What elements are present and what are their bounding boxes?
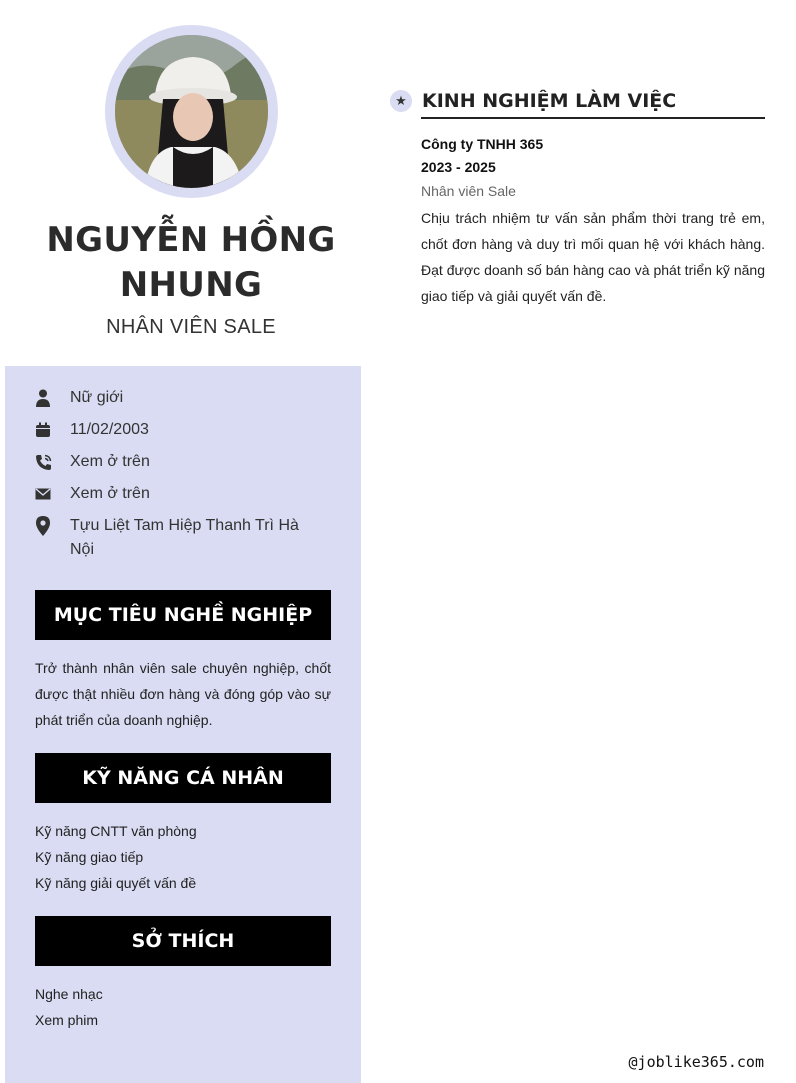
- name-line-2: NHUNG: [119, 265, 263, 305]
- experience-entry: [421, 133, 765, 309]
- contact-address-text: Tựu Liệt Tam Hiệp Thanh Trì Hà Nội: [70, 517, 299, 558]
- experience-header: [390, 90, 766, 112]
- experience-heading: KINH NGHIỆM LÀM VIỆC: [422, 90, 677, 112]
- skills-list: [35, 818, 331, 896]
- skills-heading: KỸ NĂNG CÁ NHÂN: [35, 753, 331, 803]
- footer-watermark: @joblike365.com: [628, 1053, 764, 1071]
- contact-birthday-text: 11/02/2003: [70, 421, 149, 438]
- objective-heading: MỤC TIÊU NGHỀ NGHIỆP: [35, 590, 331, 640]
- list-item: Kỹ năng giải quyết vấn đề: [35, 875, 197, 891]
- candidate-role: NHÂN VIÊN SALE: [106, 316, 276, 338]
- left-column: [5, 0, 361, 1083]
- contact-phone-text: Xem ở trên: [70, 453, 150, 470]
- contact-gender: [35, 386, 310, 410]
- hobbies-list: [35, 981, 331, 1033]
- contact-gender-text: Nữ giới: [70, 389, 124, 406]
- contact-address: [35, 514, 310, 562]
- avatar-frame: [105, 25, 278, 198]
- experience-section: [390, 90, 766, 309]
- phone-icon: [35, 450, 70, 474]
- star-icon: ★: [390, 90, 412, 112]
- contact-email: [35, 482, 310, 506]
- calendar-icon: [35, 418, 70, 442]
- contact-birthday: [35, 418, 310, 442]
- list-item: Kỹ năng giao tiếp: [35, 849, 144, 865]
- location-pin-icon: [35, 514, 70, 538]
- company-name: Công ty TNHH 365: [421, 136, 544, 152]
- contact-phone: [35, 450, 310, 474]
- person-icon: [35, 386, 70, 410]
- name-line-1: NGUYỄN HỒNG: [46, 220, 336, 260]
- list-item: Kỹ năng CNTT văn phòng: [35, 823, 197, 839]
- job-position: Nhân viên Sale: [421, 183, 516, 199]
- hobbies-heading: SỞ THÍCH: [35, 916, 331, 966]
- mail-icon: [35, 482, 70, 506]
- work-period: 2023 - 2025: [421, 159, 496, 175]
- contact-email-text: Xem ở trên: [70, 485, 150, 502]
- objective-text: Trở thành nhân viên sale chuyên nghiệp, chốt được thật nhiều đơn hàng và đóng góp vào sự phát triển của doanh nghiệp.: [35, 660, 331, 728]
- candidate-name: [5, 218, 377, 308]
- heading-divider: [421, 117, 765, 119]
- left-panel: [5, 366, 361, 1083]
- list-item: Xem phim: [35, 1012, 99, 1028]
- list-item: Nghe nhạc: [35, 986, 103, 1002]
- job-description: Chịu trách nhiệm tư vấn sản phẩm thời trang trẻ em, chốt đơn hàng và duy trì mối quan hệ với khách hàng. Đạt được doanh số bán hàng cao và phát triển kỹ năng giao tiếp và giải quyết vấn đề.: [421, 210, 765, 304]
- avatar: [115, 35, 268, 188]
